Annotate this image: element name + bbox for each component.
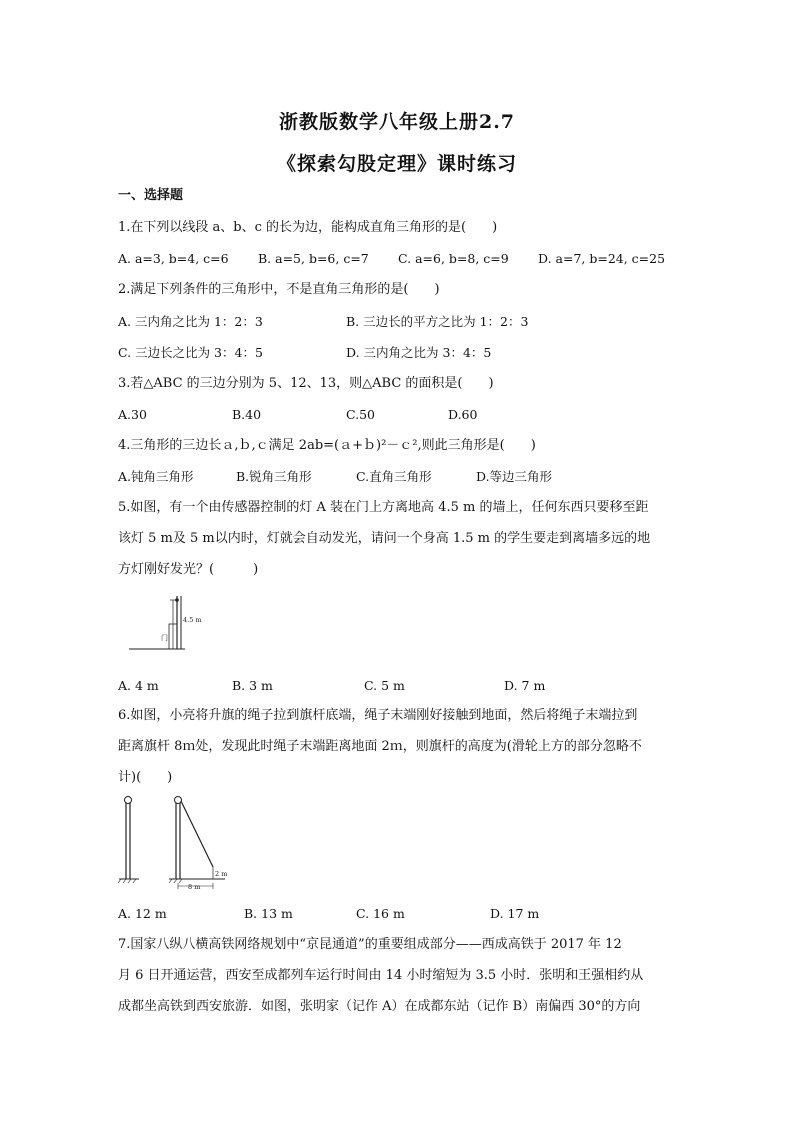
q6-option-a: A. 12 m (118, 906, 167, 921)
q5-wall-lamp-figure (125, 590, 215, 652)
q1-option-c: C. a=6, b=8, c=9 (398, 251, 509, 266)
question-7-line-2: 月 6 日开通运营，西安至成都列车运行时间由 14 小时缩短为 3.5 小时．张明和王强相约从 (118, 968, 644, 983)
q4-option-a: A.钝角三角形 (118, 469, 194, 484)
question-5-line-2: 该灯 5 m及 5 m以内时，灯就会自动发光，请问一个身高 1.5 m 的学生要走到离墙多远的地 (118, 531, 651, 546)
q2-option-c: C. 三边长之比为 3：4：5 (118, 345, 263, 360)
question-7-line-3: 成都坐高铁到西安旅游．如图，张明家（记作 A）在成都东站（记作 B）南偏西 30°的方向 (118, 999, 641, 1014)
q3-option-a: A.30 (118, 407, 147, 422)
q4-option-b: B.锐角三角形 (236, 469, 312, 484)
q1-option-a: A. a=3, b=4, c=6 (118, 251, 229, 266)
question-5-line-1: 5.如图，有一个由传感器控制的灯 A 装在门上方离地高 4.5 m 的墙上，任何东西只要移至距 (118, 500, 649, 515)
q6-height-label: 2 m (215, 870, 228, 878)
q3-option-b: B.40 (232, 407, 262, 422)
q5-option-c: C. 5 m (364, 678, 405, 693)
question-7-line-1: 7.国家八纵八横高铁网络规划中“京昆通道”的重要组成部分——西成高铁于 2017 年 12 (118, 937, 622, 952)
q1-option-b: B. a=5, b=6, c=7 (258, 251, 369, 266)
q6-flagpole-figure (115, 795, 235, 893)
section-heading: 一、选择题 (118, 188, 184, 203)
document-subtitle: 《探索勾股定理》课时练习 (276, 153, 517, 175)
q4-option-c: C.直角三角形 (356, 469, 432, 484)
question-6-line-3: 计)( ) (118, 770, 173, 785)
q5-height-label: 4.5 m (183, 616, 202, 624)
q5-door-label: 门 (161, 634, 168, 642)
q6-rope (181, 801, 213, 867)
q5-option-a: A. 4 m (118, 678, 159, 693)
question-3-stem: 3.若△ABC 的三边分别为 5、12、13，则△ABC 的面积是( ) (118, 376, 494, 391)
q3-option-d: D.60 (448, 407, 478, 422)
document-title: 浙教版数学八年级上册2.7 (278, 111, 516, 133)
q5-option-d: D. 7 m (504, 678, 546, 693)
question-5-line-3: 方灯刚好发光？( ) (118, 562, 259, 577)
q1-option-d: D. a=7, b=24, c=25 (538, 251, 666, 266)
q6-option-c: C. 16 m (356, 906, 405, 921)
q6-base-label: 8 m (188, 883, 201, 891)
question-6-line-1: 6.如图，小亮将升旗的绳子拉到旗杆底端，绳子末端刚好接触到地面，然后将绳子末端拉到 (118, 708, 638, 723)
q6-pulley-right (175, 797, 182, 804)
q2-option-b: B. 三边长的平方之比为 1：2：3 (346, 314, 529, 329)
q4-option-d: D.等边三角形 (476, 469, 553, 484)
question-4-stem: 4.三角形的三边长ａ,ｂ,ｃ满足 2ab=(ａ+ｂ)²－ｃ²,则此三角形是( ) (118, 438, 536, 453)
question-1-stem: 1.在下列以线段 a、b、c 的长为边，能构成直角三角形的是( ) (118, 220, 498, 235)
q6-option-d: D. 17 m (490, 906, 540, 921)
question-6-line-2: 距离旗杆 8ｍ处，发现此时绳子末端距离地面 2ｍ，则旗杆的高度为(滑轮上方的部分忽略不 (118, 739, 642, 754)
q2-option-a: A. 三内角之比为 1：2：3 (118, 314, 263, 329)
q6-pulley-left (125, 797, 132, 804)
q5-option-b: B. 3 m (232, 678, 273, 693)
q3-option-c: C.50 (346, 407, 375, 422)
q2-option-d: D. 三内角之比为 3：4：5 (346, 345, 492, 360)
q6-option-b: B. 13 m (244, 906, 293, 921)
question-2-stem: 2.满足下列条件的三角形中，不是直角三角形的是( ) (118, 282, 440, 297)
